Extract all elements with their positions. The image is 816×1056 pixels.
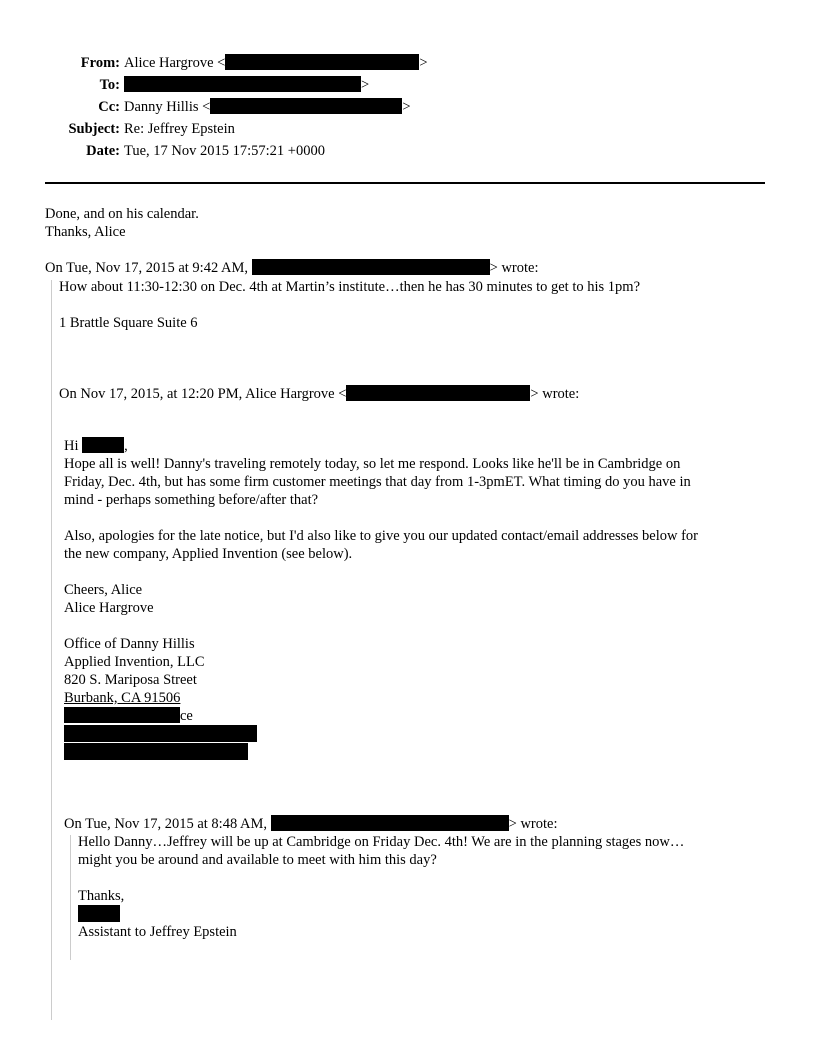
body-line: the new company, Applied Invention (see below). <box>64 546 353 562</box>
signoff-name: Alice Hargrove <box>64 600 154 616</box>
attribution-text: On Tue, Nov 17, 2015 at 8:48 AM, <box>64 816 268 832</box>
quote-line: How about 11:30-12:30 on Dec. 4th at Martin’s institute…then he has 30 minutes to get to his 1pm? <box>59 279 640 295</box>
redacted-email <box>210 98 402 114</box>
greeting-line <box>64 437 128 455</box>
quote-attribution <box>45 259 539 277</box>
quote-attribution <box>64 815 558 833</box>
greeting-suffix: , <box>124 438 128 454</box>
attribution-text: On Nov 17, 2015, at 12:20 PM, Alice Hargrove < <box>59 386 347 402</box>
signoff-line: Thanks, <box>78 888 125 904</box>
redacted-email <box>124 76 361 92</box>
signature-line: 820 S. Mariposa Street <box>64 672 197 688</box>
signature-partial-text: ce <box>180 708 193 724</box>
reply-line: Thanks, Alice <box>45 224 126 240</box>
attribution-suffix: > wrote: <box>508 816 558 832</box>
redacted-link <box>64 707 180 723</box>
from-name: Alice Hargrove < <box>124 55 226 71</box>
redacted-name <box>82 437 124 453</box>
cc-label: Cc: <box>98 99 120 115</box>
signature-line <box>64 707 193 725</box>
redacted-email <box>252 259 490 275</box>
date-row <box>0 141 325 161</box>
greeting-text: Hi <box>64 438 79 454</box>
subject-label: Subject: <box>68 121 120 137</box>
body-line: Hope all is well! Danny's traveling remotely today, so let me respond. Looks like he'll be in Cambridge on <box>64 456 681 472</box>
signoff-line: Cheers, Alice <box>64 582 143 598</box>
redacted-name <box>78 905 120 922</box>
body-line: Also, apologies for the late notice, but I'd also like to give you our updated contact/email addresses below for <box>64 528 698 544</box>
date-label: Date: <box>86 143 120 159</box>
quote-address: 1 Brattle Square Suite 6 <box>59 315 198 331</box>
redacted-email <box>346 385 530 401</box>
cc-name: Danny Hillis < <box>124 99 211 115</box>
quote-bar <box>70 835 71 960</box>
cc-row <box>0 97 411 117</box>
to-suffix: > <box>361 77 370 93</box>
quote-bar <box>51 280 52 1020</box>
subject-value: Re: Jeffrey Epstein <box>124 121 235 137</box>
signature-line: Burbank, CA 91506 <box>64 690 181 706</box>
from-row <box>0 53 428 73</box>
from-label: From: <box>80 55 120 71</box>
reply-line: Done, and on his calendar. <box>45 206 199 222</box>
to-label: To: <box>99 77 120 93</box>
cc-suffix: > <box>402 99 411 115</box>
redacted-contact <box>64 743 248 760</box>
signature-line: Office of Danny Hillis <box>64 636 195 652</box>
body-line: Friday, Dec. 4th, but has some firm customer meetings that day from 1-3pmET. What timing do you have in <box>64 474 691 490</box>
quote-line: Hello Danny…Jeffrey will be up at Cambridge on Friday Dec. 4th! We are in the planning stages now… <box>78 834 685 850</box>
redacted-email <box>271 815 509 831</box>
signature-title: Assistant to Jeffrey Epstein <box>78 924 237 940</box>
body-line: mind - perhaps something before/after that? <box>64 492 319 508</box>
signature-line: Applied Invention, LLC <box>64 654 205 670</box>
redacted-email <box>225 54 419 70</box>
attribution-suffix: > wrote: <box>489 260 539 276</box>
from-suffix: > <box>419 55 428 71</box>
quote-attribution <box>59 385 579 403</box>
subject-row <box>0 119 235 139</box>
attribution-text: On Tue, Nov 17, 2015 at 9:42 AM, <box>45 260 249 276</box>
quote-line: might you be around and available to meet with him this day? <box>78 852 437 868</box>
header-divider <box>45 182 765 184</box>
to-row <box>0 75 369 95</box>
date-value: Tue, 17 Nov 2015 17:57:21 +0000 <box>124 143 325 159</box>
attribution-suffix: > wrote: <box>530 386 580 402</box>
redacted-contact <box>64 725 257 742</box>
